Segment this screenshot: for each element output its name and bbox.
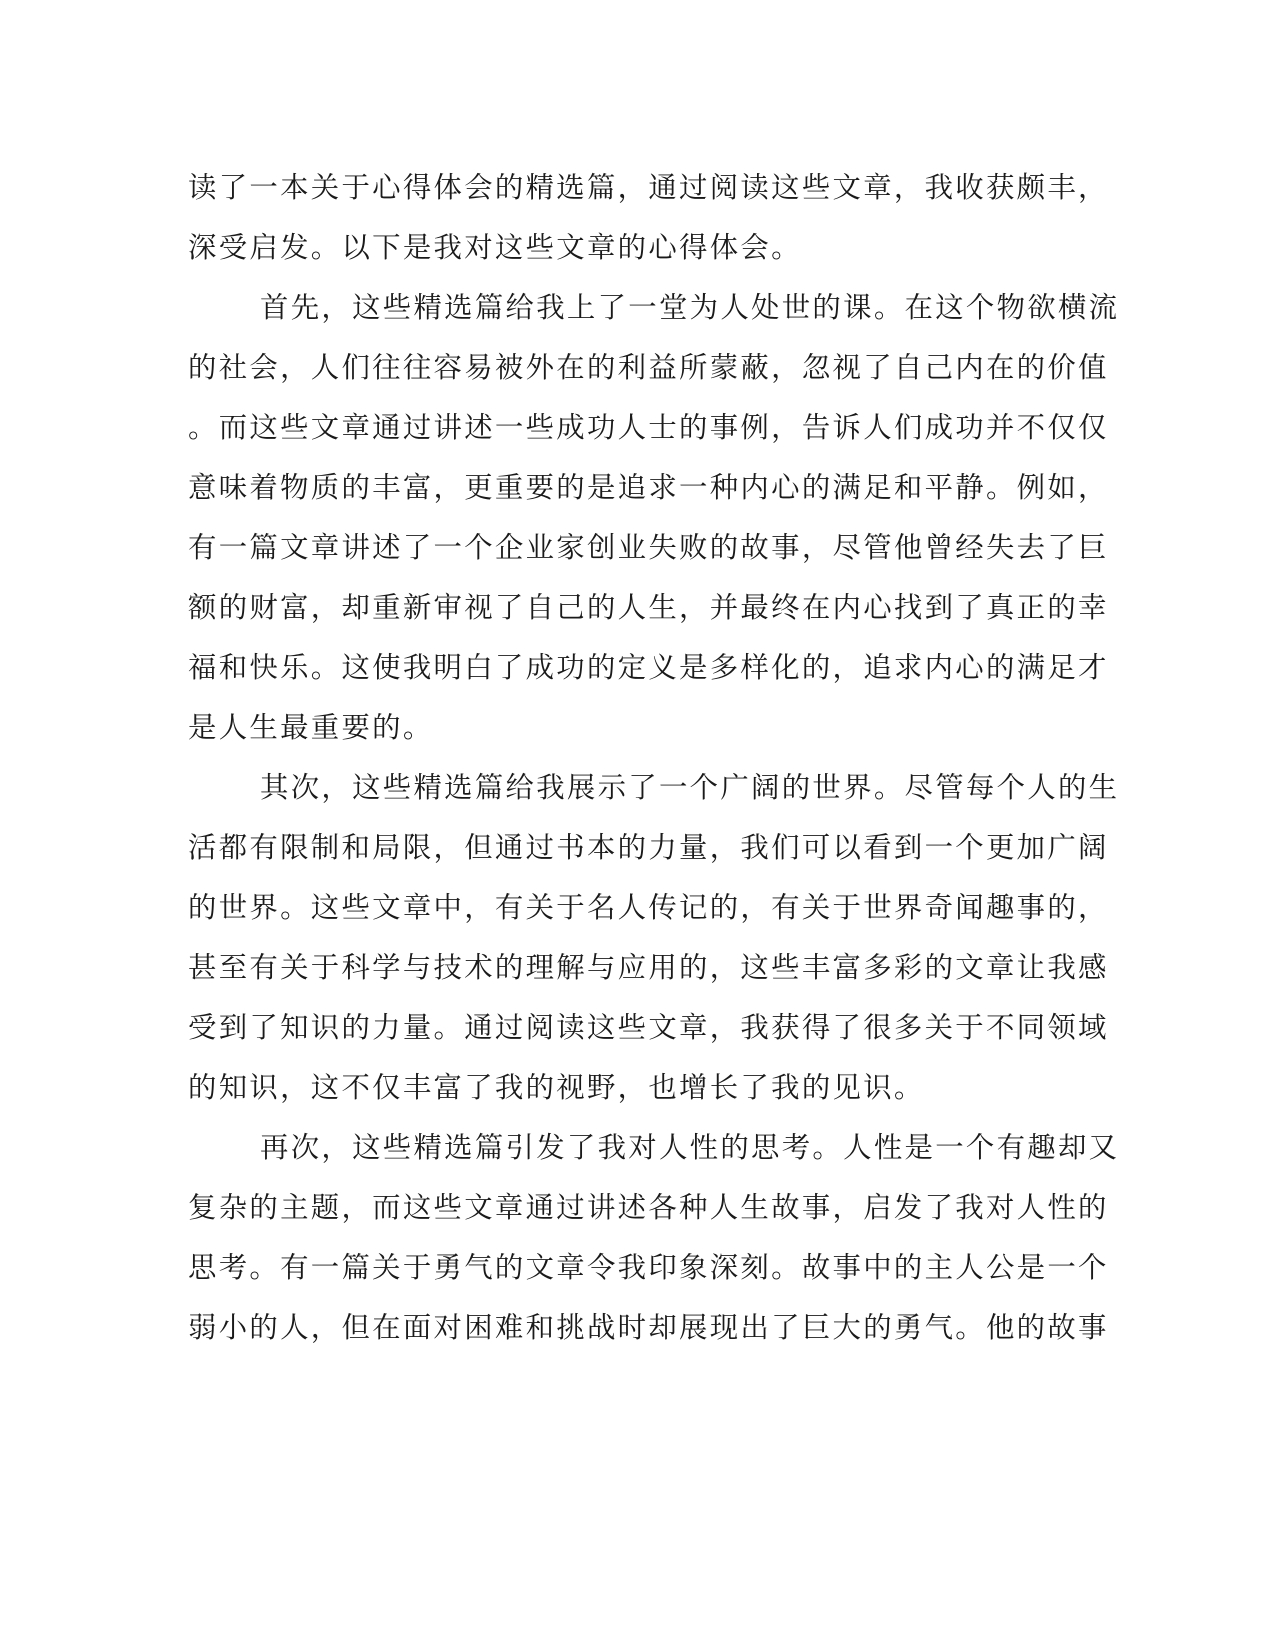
text-line: 思考。有一篇关于勇气的文章令我印象深刻。故事中的主人公是一个: [188, 1251, 1109, 1284]
text-line: 受到了知识的力量。通过阅读这些文章，我获得了很多关于不同领域: [188, 1011, 1109, 1044]
text-line: 的知识，这不仅丰富了我的视野，也增长了我的见识。: [188, 1071, 925, 1104]
paragraph-first-line: 其次，这些精选篇给我展示了一个广阔的世界。尽管每个人的生: [260, 771, 1120, 804]
text-line: 甚至有关于科学与技术的理解与应用的，这些丰富多彩的文章让我感: [188, 951, 1109, 984]
text-line: 活都有限制和局限，但通过书本的力量，我们可以看到一个更加广阔: [188, 831, 1109, 864]
text-line: 的社会，人们往往容易被外在的利益所蒙蔽，忽视了自己内在的价值: [188, 351, 1109, 384]
text-line: 额的财富，却重新审视了自己的人生，并最终在内心找到了真正的幸: [188, 591, 1109, 624]
text-line: 意味着物质的丰富，更重要的是追求一种内心的满足和平静。例如，: [188, 471, 1109, 504]
text-line: 是人生最重要的。: [188, 711, 434, 744]
paragraph-first-line: 再次，这些精选篇引发了我对人性的思考。人性是一个有趣却又: [260, 1131, 1120, 1164]
text-line: 读了一本关于心得体会的精选篇，通过阅读这些文章，我收获颇丰，: [188, 171, 1109, 204]
body-text: [188, 158, 1120, 1358]
text-line: 的世界。这些文章中，有关于名人传记的，有关于世界奇闻趣事的，: [188, 891, 1109, 924]
text-line: 弱小的人，但在面对困难和挑战时却展现出了巨大的勇气。他的故事: [188, 1311, 1109, 1344]
text-line: 复杂的主题，而这些文章通过讲述各种人生故事，启发了我对人性的: [188, 1191, 1109, 1224]
text-line: 福和快乐。这使我明白了成功的定义是多样化的，追求内心的满足才: [188, 651, 1109, 684]
paragraph-first-line: 首先，这些精选篇给我上了一堂为人处世的课。在这个物欲横流: [260, 291, 1120, 324]
text-line: 深受启发。以下是我对这些文章的心得体会。: [188, 231, 802, 264]
text-line: 有一篇文章讲述了一个企业家创业失败的故事，尽管他曾经失去了巨: [188, 531, 1109, 564]
text-line: 。而这些文章通过讲述一些成功人士的事例，告诉人们成功并不仅仅: [188, 411, 1109, 444]
